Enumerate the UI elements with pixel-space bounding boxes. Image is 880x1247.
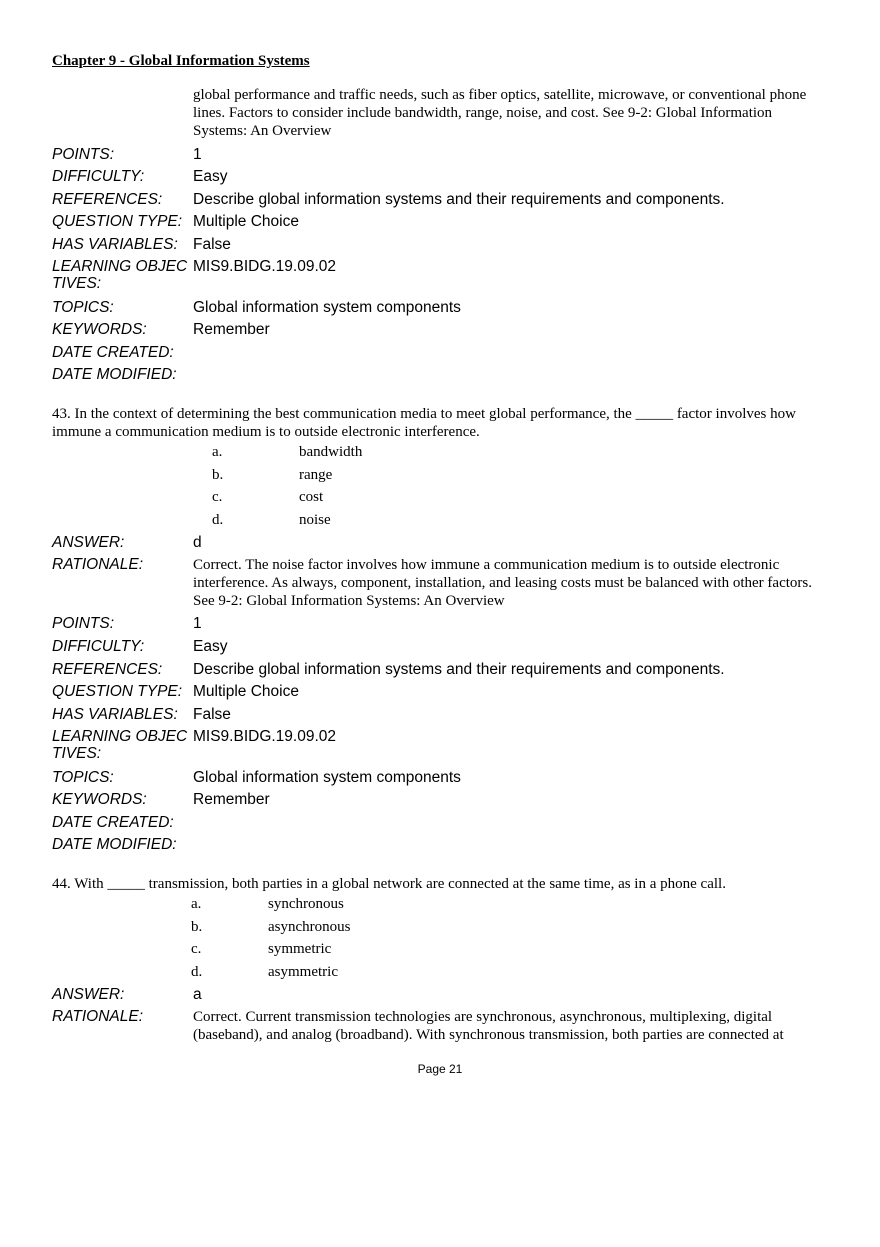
q44-option-b-text: asynchronous xyxy=(268,919,351,935)
q42-question-type-label: QUESTION TYPE: xyxy=(52,213,183,230)
q44-option-a-text: synchronous xyxy=(268,896,344,912)
q44-option-a-letter: a. xyxy=(191,896,202,912)
q44-answer-label: ANSWER: xyxy=(52,986,125,1003)
q43-question-type-value: Multiple Choice xyxy=(193,683,299,700)
q42-points-value: 1 xyxy=(193,146,202,163)
q42-references-value: Describe global information systems and their requirements and components. xyxy=(193,191,725,208)
q44-rationale-value: Correct. Current transmission technologies are synchronous, asynchronous, multiplexing, digital (baseband), and analog (broadband). With synchronous transmission, both parties are connected at xyxy=(193,1009,784,1043)
q44-option-c-letter: c. xyxy=(191,941,202,957)
q43-rationale-value: Correct. The noise factor involves how immune a communication medium is to outside electronic interference. As always, component, installation, and leasing costs must be balanced with other factors. See 9-2: Global Information Systems: An Overview xyxy=(193,557,812,609)
q43-has-variables-value: False xyxy=(193,706,231,723)
q42-difficulty-value: Easy xyxy=(193,168,228,185)
q43-learning-objectives-label-1: LEARNING OBJEC xyxy=(52,728,188,745)
q42-question-type-value: Multiple Choice xyxy=(193,213,299,230)
q42-rationale-continued: global performance and traffic needs, such as fiber optics, satellite, microwave, or conventional phone lines. Factors to consider include bandwidth, range, noise, and cost. See 9-2: Global Information Systems: An Overview xyxy=(193,87,807,139)
q42-has-variables-value: False xyxy=(193,236,231,253)
q43-answer-label: ANSWER: xyxy=(52,534,125,551)
q43-answer-value: d xyxy=(193,534,202,551)
q43-references-value: Describe global information systems and their requirements and components. xyxy=(193,661,725,678)
q42-topics-label: TOPICS: xyxy=(52,299,114,316)
q44-option-d-text: asymmetric xyxy=(268,964,338,980)
q43-has-variables-label: HAS VARIABLES: xyxy=(52,706,178,723)
q43-option-a-letter: a. xyxy=(212,444,223,460)
q44-question: 44. With _____ transmission, both parties in a global network are connected at the same time, as in a phone call. xyxy=(52,876,726,892)
q42-topics-value: Global information system components xyxy=(193,299,461,316)
q42-points-label: POINTS: xyxy=(52,146,115,163)
q43-references-label: REFERENCES: xyxy=(52,661,163,678)
q43-date-modified-label: DATE MODIFIED: xyxy=(52,836,177,853)
q42-has-variables-label: HAS VARIABLES: xyxy=(52,236,178,253)
q43-question-type-label: QUESTION TYPE: xyxy=(52,683,183,700)
page-number: Page 21 xyxy=(417,1062,463,1076)
q43-difficulty-value: Easy xyxy=(193,638,228,655)
q43-option-d-letter: d. xyxy=(212,512,224,528)
q44-rationale-label: RATIONALE: xyxy=(52,1008,144,1025)
q44-option-c-text: symmetric xyxy=(268,941,332,957)
q42-difficulty-label: DIFFICULTY: xyxy=(52,168,145,185)
q44-option-d-letter: d. xyxy=(191,964,203,980)
q43-date-created-label: DATE CREATED: xyxy=(52,814,174,831)
q43-difficulty-label: DIFFICULTY: xyxy=(52,638,145,655)
q43-keywords-value: Remember xyxy=(193,791,270,808)
chapter-title: Chapter 9 - Global Information Systems xyxy=(52,53,310,69)
q44-option-b-letter: b. xyxy=(191,919,203,935)
q43-points-label: POINTS: xyxy=(52,615,115,632)
q42-references-label: REFERENCES: xyxy=(52,191,163,208)
q43-option-a-text: bandwidth xyxy=(299,444,363,460)
q42-keywords-value: Remember xyxy=(193,321,270,338)
q43-option-d-text: noise xyxy=(299,512,331,528)
q43-option-c-text: cost xyxy=(299,489,324,505)
q42-date-modified-label: DATE MODIFIED: xyxy=(52,366,177,383)
q42-date-created-label: DATE CREATED: xyxy=(52,344,174,361)
q43-option-b-text: range xyxy=(299,467,333,483)
q43-topics-label: TOPICS: xyxy=(52,769,114,786)
q43-points-value: 1 xyxy=(193,615,202,632)
q43-learning-objectives-value: MIS9.BIDG.19.09.02 xyxy=(193,728,337,745)
q43-topics-value: Global information system components xyxy=(193,769,461,786)
q44-answer-value: a xyxy=(193,986,202,1003)
q42-keywords-label: KEYWORDS: xyxy=(52,321,147,338)
q43-learning-objectives-label-2: TIVES: xyxy=(52,745,102,762)
q43-rationale-label: RATIONALE: xyxy=(52,556,144,573)
q43-option-b-letter: b. xyxy=(212,467,224,483)
q43-keywords-label: KEYWORDS: xyxy=(52,791,147,808)
q43-option-c-letter: c. xyxy=(212,489,223,505)
q42-learning-objectives-label-2: TIVES: xyxy=(52,275,102,292)
q42-learning-objectives-value: MIS9.BIDG.19.09.02 xyxy=(193,258,337,275)
q43-question: 43. In the context of determining the best communication media to meet global performance, the _____ factor involves how immune a communication medium is to outside electronic interference. xyxy=(52,406,796,440)
q42-learning-objectives-label-1: LEARNING OBJEC xyxy=(52,258,188,275)
